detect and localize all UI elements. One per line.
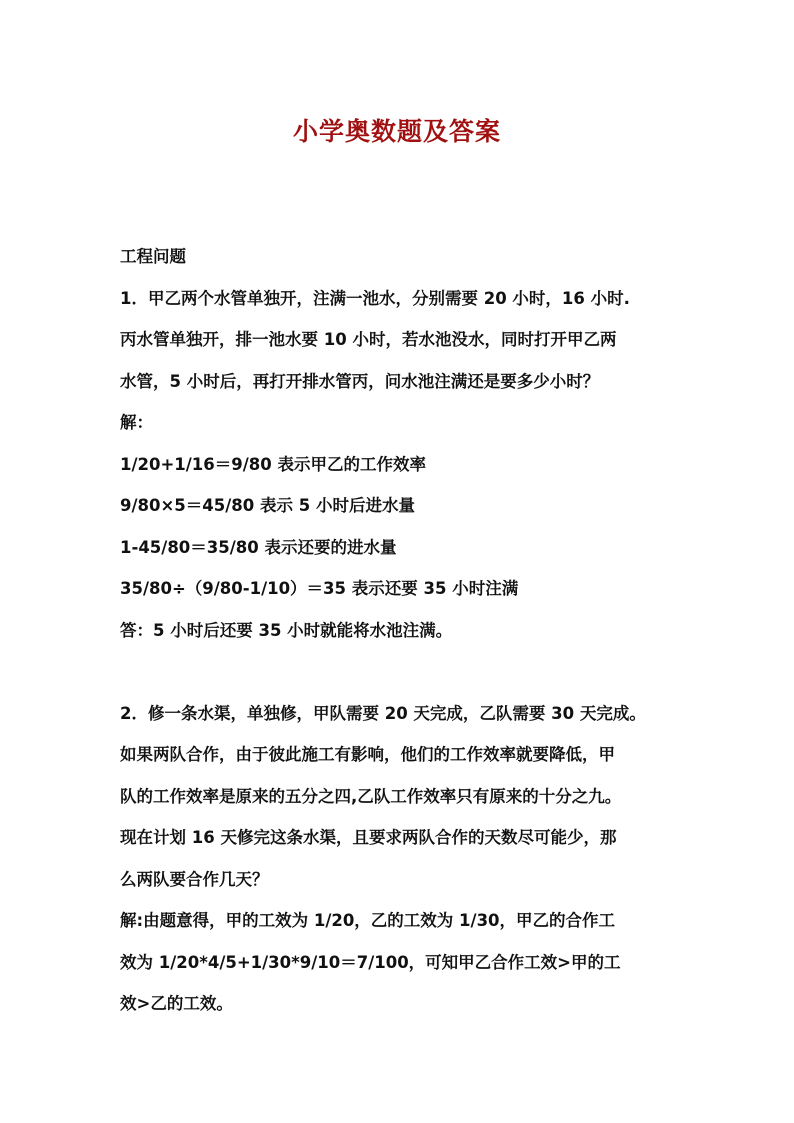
problem-1-line-2: 丙水管单独开，排一池水要 10 小时，若水池没水，同时打开甲乙两 <box>120 330 617 349</box>
problem-2-solution-line-3: 效>乙的工效。 <box>120 994 233 1013</box>
document-body <box>120 236 690 1025</box>
problem-1-step-1: 1/20+1/16＝9/80 表示甲乙的工作效率 <box>120 454 426 474</box>
problem-1-step-3: 1-45/80＝35/80 表示还要的进水量 <box>120 537 397 557</box>
problem-2-line-3: 队的工作效率是原来的五分之四,乙队工作效率只有原来的十分之九。 <box>120 786 622 806</box>
problem-1-answer: 答：5 小时后还要 35 小时就能将水池注满。 <box>120 620 453 640</box>
problem-1-line-3: 水管，5 小时后，再打开排水管丙，问水池注满还是要多少小时？ <box>120 371 600 391</box>
problem-1-line-1: 1．甲乙两个水管单独开，注满一池水，分别需要 20 小时，16 小时. <box>120 288 630 308</box>
page-title: 小学奥数题及答案 <box>292 117 501 146</box>
problem-2-solution-line-1: 解:由题意得，甲的工效为 1/20，乙的工效为 1/30，甲乙的合作工 <box>120 911 616 930</box>
problem-2-line-1: 2．修一条水渠，单独修，甲队需要 20 天完成，乙队需要 30 天完成。 <box>120 703 646 723</box>
problem-1-step-2: 9/80×5＝45/80 表示 5 小时后进水量 <box>120 496 415 515</box>
problem-2-line-2: 如果两队合作，由于彼此施工有影响，他们的工作效率就要降低，甲 <box>120 745 615 764</box>
problem-2-line-4: 现在计划 16 天修完这条水渠，且要求两队合作的天数尽可能少，那 <box>120 828 617 847</box>
problem-1-step-4: 35/80÷（9/80-1/10）＝35 表示还要 35 小时注满 <box>120 579 519 598</box>
solution-label: 解： <box>120 413 153 432</box>
problem-2-line-5: 么两队要合作几天？ <box>120 869 269 889</box>
section-heading: 工程问题 <box>120 247 186 266</box>
problem-2-solution-line-2: 效为 1/20*4/5+1/30*9/10＝7/100，可知甲乙合作工效>甲的工 <box>120 952 621 972</box>
paragraph-gap <box>120 651 690 693</box>
